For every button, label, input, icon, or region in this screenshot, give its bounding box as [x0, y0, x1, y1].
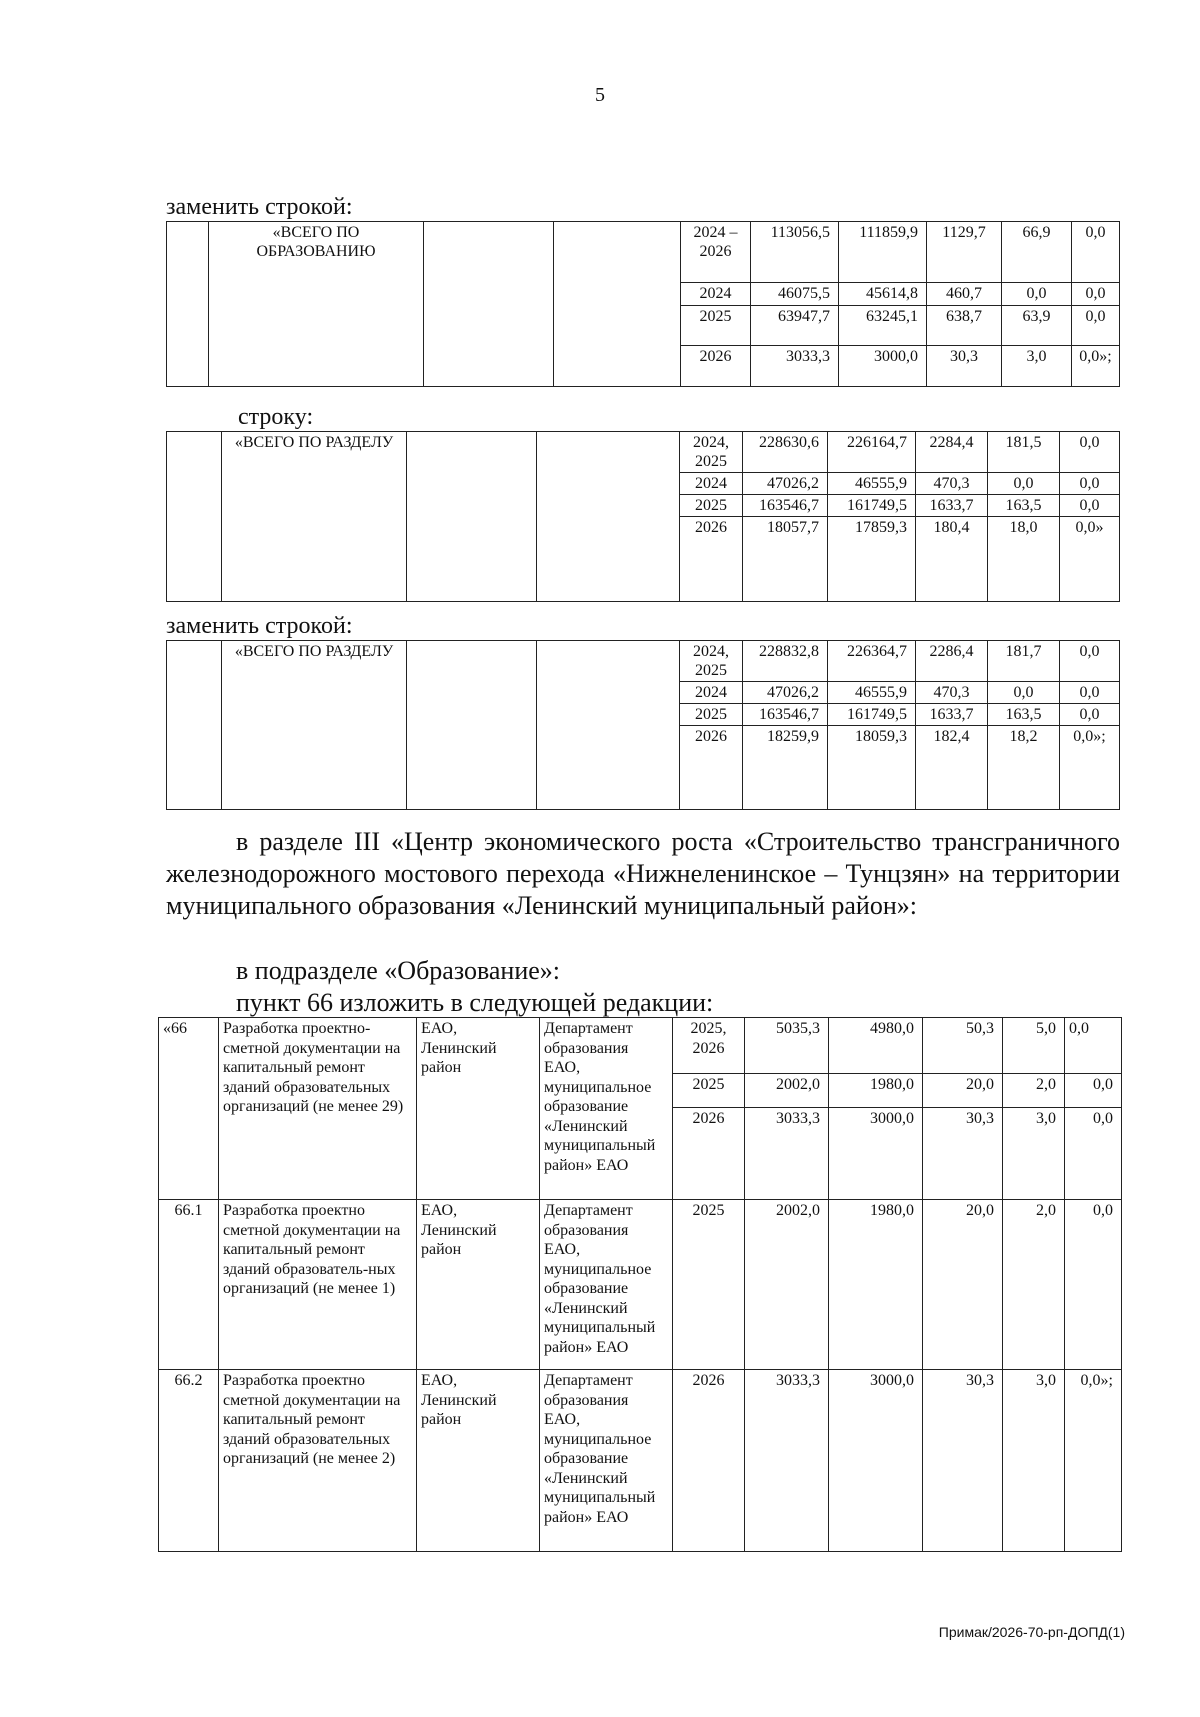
num-cell — [167, 432, 222, 602]
year-cell: 2026 — [673, 1108, 745, 1200]
value-cell: 182,4 — [916, 726, 988, 810]
section-paragraph — [166, 826, 1120, 922]
replace-heading-2: заменить строкой: — [166, 613, 353, 639]
value-cell: 5,0 — [1003, 1018, 1065, 1074]
value-cell: 638,7 — [927, 306, 1002, 346]
num-cell — [167, 641, 222, 810]
row-place: ЕАО, Ленинский район — [417, 1370, 540, 1552]
num-cell — [167, 222, 209, 387]
table-row — [159, 1018, 1122, 1074]
value-cell: 3000,0 — [839, 346, 927, 387]
value-cell: 3000,0 — [829, 1370, 923, 1552]
value-cell: 470,3 — [916, 473, 988, 495]
page-number: 5 — [595, 84, 605, 106]
value-cell: 226364,7 — [828, 641, 916, 682]
value-cell: 3033,3 — [745, 1370, 829, 1552]
year-cell: 2024, 2025 — [680, 641, 743, 682]
value-cell: 0,0 — [1072, 283, 1120, 306]
value-cell: 66,9 — [1002, 222, 1072, 283]
row-heading: строку: — [238, 404, 314, 430]
value-cell: 2002,0 — [745, 1074, 829, 1108]
value-cell: 63947,7 — [751, 306, 839, 346]
value-cell: 111859,9 — [839, 222, 927, 283]
value-cell: 30,3 — [923, 1370, 1003, 1552]
value-cell: 113056,5 — [751, 222, 839, 283]
year-cell: 2026 — [673, 1370, 745, 1552]
value-cell: 1980,0 — [829, 1074, 923, 1108]
value-cell: 181,7 — [988, 641, 1060, 682]
value-cell: 0,0 — [1065, 1018, 1122, 1074]
value-cell: 18,0 — [988, 517, 1060, 602]
section-paragraph-text: в разделе III «Центр экономического роста «Строительство трансграничного железнодорожного мостового перехода «Нижнеленинское – Тунцзян» на территории муниципального образования «Ленинский муниципальный район»: — [166, 827, 1120, 920]
row-number: «66 — [159, 1018, 219, 1200]
year-cell: 2025 — [681, 306, 751, 346]
row-number: 66.2 — [159, 1370, 219, 1552]
year-cell: 2025 — [673, 1074, 745, 1108]
value-cell: 46075,5 — [751, 283, 839, 306]
value-cell: 1980,0 — [829, 1200, 923, 1370]
total-label: «ВСЕГО ПО РАЗДЕЛУ — [222, 641, 407, 810]
subsection-line: в подразделе «Образование»: — [236, 956, 561, 985]
value-cell: 163546,7 — [743, 495, 828, 517]
place-cell — [407, 432, 537, 602]
value-cell: 18,2 — [988, 726, 1060, 810]
row-name: Разработка проектно сметной документации на капитальный ремонт зданий образовательных организаций (не менее 2) — [219, 1370, 417, 1552]
total-label: «ВСЕГО ПО РАЗДЕЛУ — [222, 432, 407, 602]
value-cell: 30,3 — [927, 346, 1002, 387]
table-row — [159, 1370, 1122, 1552]
value-cell: 0,0 — [1060, 432, 1120, 473]
value-cell: 0,0»; — [1072, 346, 1120, 387]
value-cell: 2,0 — [1003, 1074, 1065, 1108]
value-cell: 0,0» — [1060, 517, 1120, 602]
document-footer-code: Примак/2026-70-рп-ДОПД(1) — [938, 1624, 1125, 1640]
executor-cell — [537, 432, 680, 602]
value-cell: 3000,0 — [829, 1108, 923, 1200]
value-cell: 3,0 — [1003, 1108, 1065, 1200]
value-cell: 3,0 — [1003, 1370, 1065, 1552]
value-cell: 1129,7 — [927, 222, 1002, 283]
value-cell: 2286,4 — [916, 641, 988, 682]
value-cell: 0,0»; — [1065, 1370, 1122, 1552]
row-executor: Департамент образования ЕАО, муниципальное образование «Ленинский муниципальный район» ЕАО — [540, 1018, 673, 1200]
value-cell: 45614,8 — [839, 283, 927, 306]
value-cell: 181,5 — [988, 432, 1060, 473]
value-cell: 0,0 — [988, 682, 1060, 704]
value-cell: 1633,7 — [916, 704, 988, 726]
table-section-total-old — [166, 431, 1120, 602]
year-cell: 2025, 2026 — [673, 1018, 745, 1074]
value-cell: 0,0 — [1072, 222, 1120, 283]
value-cell: 63,9 — [1002, 306, 1072, 346]
total-label: «ВСЕГО ПО ОБРАЗОВАНИЮ — [209, 222, 424, 387]
value-cell: 0,0 — [1065, 1074, 1122, 1108]
year-cell: 2024 — [680, 473, 743, 495]
value-cell: 46555,9 — [828, 473, 916, 495]
value-cell: 228832,8 — [743, 641, 828, 682]
value-cell: 228630,6 — [743, 432, 828, 473]
value-cell: 50,3 — [923, 1018, 1003, 1074]
year-cell: 2025 — [680, 704, 743, 726]
value-cell: 163,5 — [988, 704, 1060, 726]
value-cell: 47026,2 — [743, 473, 828, 495]
year-cell: 2026 — [680, 726, 743, 810]
year-cell: 2025 — [673, 1200, 745, 1370]
year-cell: 2025 — [680, 495, 743, 517]
value-cell: 226164,7 — [828, 432, 916, 473]
table-section-total-new — [166, 640, 1120, 810]
value-cell: 0,0 — [1060, 495, 1120, 517]
value-cell: 0,0 — [1072, 306, 1120, 346]
value-cell: 1633,7 — [916, 495, 988, 517]
executor-cell — [537, 641, 680, 810]
value-cell: 2284,4 — [916, 432, 988, 473]
value-cell: 163546,7 — [743, 704, 828, 726]
value-cell: 46555,9 — [828, 682, 916, 704]
value-cell: 161749,5 — [828, 704, 916, 726]
row-number: 66.1 — [159, 1200, 219, 1370]
value-cell: 20,0 — [923, 1074, 1003, 1108]
value-cell: 0,0 — [988, 473, 1060, 495]
table-point-66 — [158, 1017, 1122, 1552]
row-name: Разработка проектно сметной документации на капитальный ремонт зданий образователь-ных организаций (не менее 1) — [219, 1200, 417, 1370]
table-row — [159, 1200, 1122, 1370]
value-cell: 460,7 — [927, 283, 1002, 306]
year-cell: 2024 – 2026 — [681, 222, 751, 283]
row-executor: Департамент образования ЕАО, муниципальное образование «Ленинский муниципальный район» ЕАО — [540, 1370, 673, 1552]
row-place: ЕАО, Ленинский район — [417, 1200, 540, 1370]
place-cell — [424, 222, 554, 387]
year-cell: 2026 — [681, 346, 751, 387]
point-line: пункт 66 изложить в следующей редакции: — [236, 988, 714, 1017]
value-cell: 20,0 — [923, 1200, 1003, 1370]
value-cell: 0,0 — [1065, 1200, 1122, 1370]
value-cell: 47026,2 — [743, 682, 828, 704]
value-cell: 18057,7 — [743, 517, 828, 602]
value-cell: 4980,0 — [829, 1018, 923, 1074]
replace-heading-1: заменить строкой: — [166, 194, 353, 220]
year-cell: 2024 — [681, 283, 751, 306]
value-cell: 0,0 — [1060, 473, 1120, 495]
value-cell: 180,4 — [916, 517, 988, 602]
value-cell: 2002,0 — [745, 1200, 829, 1370]
value-cell: 0,0 — [1060, 682, 1120, 704]
value-cell: 17859,3 — [828, 517, 916, 602]
row-executor: Департамент образования ЕАО, муниципальное образование «Ленинский муниципальный район» ЕАО — [540, 1200, 673, 1370]
value-cell: 30,3 — [923, 1108, 1003, 1200]
value-cell: 470,3 — [916, 682, 988, 704]
value-cell: 3033,3 — [745, 1108, 829, 1200]
value-cell: 0,0 — [1060, 641, 1120, 682]
value-cell: 18059,3 — [828, 726, 916, 810]
value-cell: 163,5 — [988, 495, 1060, 517]
year-cell: 2026 — [680, 517, 743, 602]
place-cell — [407, 641, 537, 810]
value-cell: 0,0 — [1065, 1108, 1122, 1200]
value-cell: 2,0 — [1003, 1200, 1065, 1370]
value-cell: 161749,5 — [828, 495, 916, 517]
value-cell: 63245,1 — [839, 306, 927, 346]
value-cell: 18259,9 — [743, 726, 828, 810]
value-cell: 3,0 — [1002, 346, 1072, 387]
row-place: ЕАО, Ленинский район — [417, 1018, 540, 1200]
value-cell: 0,0 — [1060, 704, 1120, 726]
value-cell: 0,0»; — [1060, 726, 1120, 810]
year-cell: 2024, 2025 — [680, 432, 743, 473]
value-cell: 3033,3 — [751, 346, 839, 387]
row-name: Разработка проектно-сметной документации на капитальный ремонт зданий образовательных организаций (не менее 29) — [219, 1018, 417, 1200]
value-cell: 0,0 — [1002, 283, 1072, 306]
executor-cell — [554, 222, 681, 387]
year-cell: 2024 — [680, 682, 743, 704]
value-cell: 5035,3 — [745, 1018, 829, 1074]
table-education-total — [166, 221, 1120, 387]
